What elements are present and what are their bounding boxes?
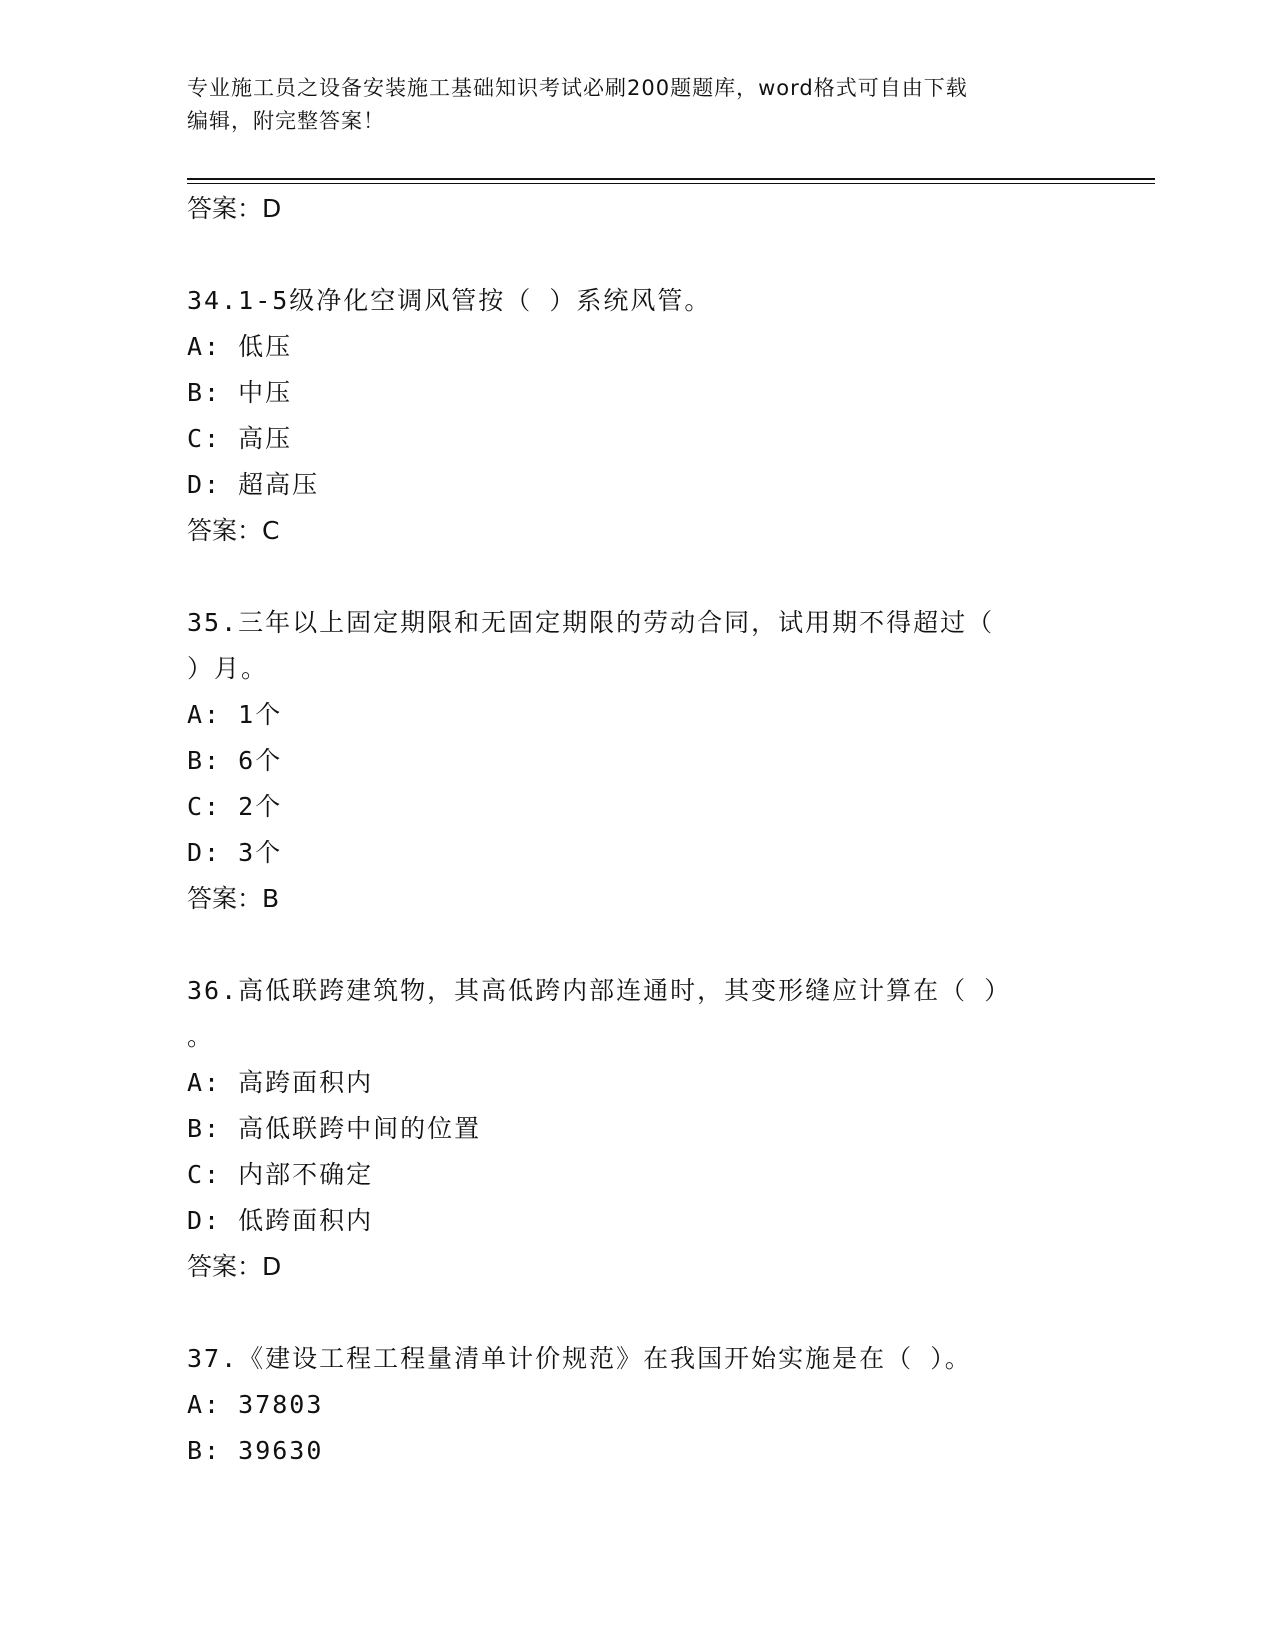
option-a: A: 1个 <box>187 700 283 729</box>
header-line-2: 编辑，附完整答案！ <box>187 109 385 133</box>
option-c: C: 高压 <box>187 424 293 453</box>
option-d: D: 低跨面积内 <box>187 1206 374 1235</box>
previous-answer: 答案：D <box>187 194 282 223</box>
option-b: B: 39630 <box>187 1436 324 1465</box>
option-b: B: 6个 <box>187 746 283 775</box>
option-b: B: 高低联跨中间的位置 <box>187 1114 482 1143</box>
option-c: C: 2个 <box>187 792 283 821</box>
question-text: 34.1-5级净化空调风管按（ ）系统风管。 <box>187 286 712 315</box>
document-header <box>187 72 1087 138</box>
header-line-1: 专业施工员之设备安装施工基础知识考试必刷200题题库，word格式可自由下载 <box>187 76 968 100</box>
option-d: D: 3个 <box>187 838 283 867</box>
question-35 <box>187 600 1067 922</box>
option-b: B: 中压 <box>187 378 293 407</box>
answer: 答案：D <box>187 1252 282 1281</box>
question-text: 36.高低联跨建筑物，其高低跨内部连通时，其变形缝应计算在（ ） 。 <box>187 976 1012 1051</box>
question-text: 37.《建设工程工程量清单计价规范》在我国开始实施是在（ ）。 <box>187 1344 972 1373</box>
question-37 <box>187 1336 1067 1474</box>
question-36 <box>187 968 1067 1290</box>
question-list <box>187 186 1067 1474</box>
question-34 <box>187 278 1067 554</box>
option-d: D: 超高压 <box>187 470 320 499</box>
answer: 答案：B <box>187 884 280 913</box>
option-a: A: 低压 <box>187 332 293 361</box>
header-divider-thin <box>187 183 1155 184</box>
option-a: A: 高跨面积内 <box>187 1068 374 1097</box>
answer: 答案：C <box>187 516 280 545</box>
header-divider <box>187 178 1155 180</box>
option-a: A: 37803 <box>187 1390 324 1419</box>
option-c: C: 内部不确定 <box>187 1160 374 1189</box>
question-text: 35.三年以上固定期限和无固定期限的劳动合同，试用期不得超过（ ）月。 <box>187 608 995 683</box>
